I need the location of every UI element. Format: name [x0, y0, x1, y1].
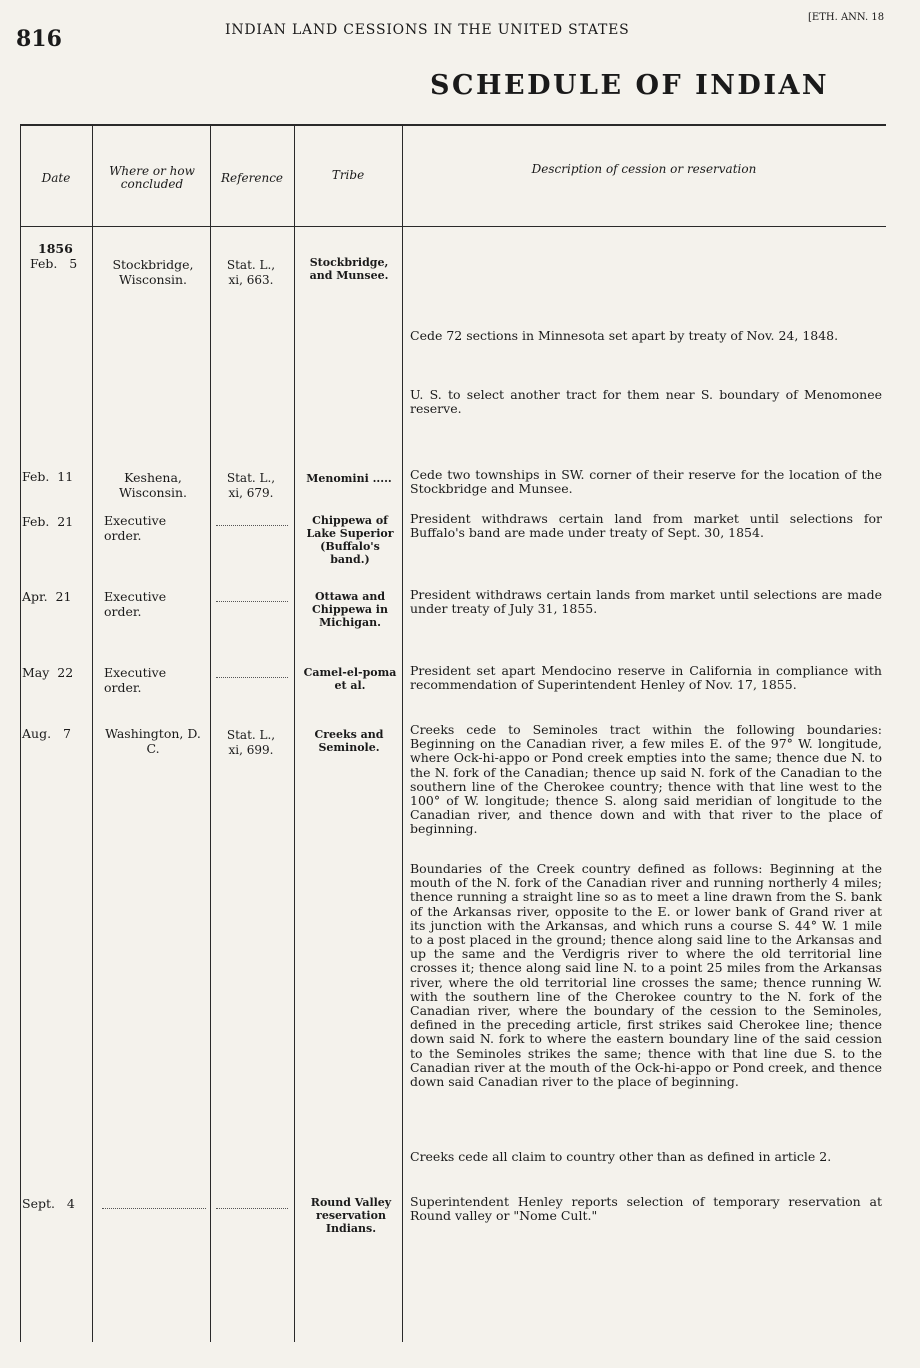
row-tribe: Creeks and Seminole. [314, 728, 384, 754]
row-tribe: Round Valley reservation Indians. [310, 1196, 392, 1235]
schedule-title: SCHEDULE OF INDIAN [430, 70, 830, 101]
col-header-description: Description of cession or reservation [531, 162, 757, 176]
row-date: Apr. 21 [22, 589, 72, 604]
row-description: Creeks cede all claim to country other than as defined in article 2. [410, 1149, 832, 1164]
row-description: U. S. to select another tract for them near S. boundary of Menomonee reserve. [410, 387, 882, 417]
col-rule-description [402, 124, 403, 1342]
where-dots [102, 1208, 206, 1209]
row-where: Washington, D. C. [105, 726, 201, 756]
row-tribe: Menomini ..... [306, 472, 392, 485]
row-description: Cede 72 sections in Minnesota set apart by treaty of Nov. 24, 1848. [410, 328, 839, 343]
row-tribe: Chippewa of Lake Superior (Buffalo's band.) [306, 514, 394, 566]
row-date: Feb. 11 [22, 469, 74, 484]
reference-dots [216, 525, 288, 526]
col-header-tribe: Tribe [331, 168, 365, 182]
col-rule-tribe [294, 124, 295, 1342]
running-head: INDIAN LAND CESSIONS IN THE UNITED STATES [225, 22, 630, 38]
page-number: 816 [16, 26, 62, 52]
row-date: Aug. 7 [22, 726, 71, 741]
row-where: Keshena, Wisconsin. [118, 470, 188, 500]
reference-dots [216, 677, 288, 678]
reference-dots [216, 1208, 288, 1209]
col-header-date: Date [41, 171, 71, 185]
row-reference: Stat. L., xi, 663. [226, 258, 276, 287]
row-description: Superintendent Henley reports selection of temporary reservation at Round valley or "Nome Cult." [410, 1194, 882, 1224]
col-header-reference: Reference [220, 171, 284, 185]
row-where: Executive order. [104, 665, 167, 695]
col-rule-reference [210, 124, 211, 1342]
row-date: Feb. 5 [30, 256, 78, 271]
year-label: 1856 [38, 241, 73, 256]
row-tribe: Ottawa and Chippewa in Michigan. [312, 590, 388, 629]
row-date: May 22 [22, 665, 74, 680]
row-where: Stockbridge, Wisconsin. [112, 257, 194, 287]
row-description: President withdraws certain land from market until selections for Buffalo's band are made under treaty of Sept. 30, 1854. [410, 511, 882, 541]
col-rule-where [92, 124, 93, 1342]
report-tag: [ETH. ANN. 18 [808, 12, 885, 23]
table-header-rule [20, 226, 886, 227]
row-tribe: Stockbridge, and Munsee. [309, 256, 389, 282]
reference-dots [216, 601, 288, 602]
row-description: Boundaries of the Creek country defined as follows: Beginning at the mouth of the N. fork of the Canadian river and running northerly 4 miles; thence running a straight line so as to meet a line drawn from the S. bank of the Arkansas river, opposite to the E. or lower bank of Grand river at its junction with the Arkansas, and which runs a course S. 44° W. 1 mile to a post placed in the ground; thence along said line to the Arkansas and up the same and the Verdigris river to where the old territorial line crosses it; thence along said line N. to a point 25 miles from the Arkansas river, where the old territorial line crosses the same; thence running W. with the southern line of the Cherokee country to the N. fork of the Canadian river, where the boundary of the cession to the Seminoles, defined in the preceding article, first strikes said Cherokee line; thence down said N. fork to where the eastern boundary line of the said cession to the Seminoles strikes the same; thence with that line due S. to the Canadian river at the mouth of the Ock-hi-appo or Pond creek, and thence down said Canadian river to the place of beginning. [410, 861, 882, 1090]
row-description: Cede two townships in SW. corner of their reserve for the location of the Stockbridge and Munsee. [410, 467, 882, 497]
row-where: Executive order. [104, 513, 167, 543]
row-date: Sept. 4 [22, 1196, 75, 1211]
row-reference: Stat. L., xi, 679. [226, 471, 276, 500]
row-tribe: Camel-el-poma et al. [303, 666, 397, 692]
row-where: Executive order. [104, 589, 167, 619]
table-top-rule [20, 124, 886, 126]
row-description: President withdraws certain lands from market until selections are made under treaty of July 31, 1855. [410, 587, 882, 617]
row-description: President set apart Mendocino reserve in California in compliance with recommendation of Superintendent Henley of Nov. 17, 1855. [410, 663, 882, 693]
row-reference: Stat. L., xi, 699. [226, 728, 276, 757]
row-date: Feb. 21 [22, 514, 74, 529]
col-header-where: Where or how concluded [109, 164, 195, 191]
table-left-rule [20, 124, 21, 1342]
row-description: Creeks cede to Seminoles tract within the following boundaries: Beginning on the Canadian river, a few miles E. of the 97° W. longitude, where Ock-hi-appo or Pond creek empties into the same; thence due N. to the N. fork of the Canadian; thence up said N. fork of the Canadian to the southern line of the Cherokee country; thence with that line west to the 100° of W. longitude; thence S. along said meridian of longitude to the Canadian river, and thence down and with that river to the place of beginning. [410, 722, 882, 837]
